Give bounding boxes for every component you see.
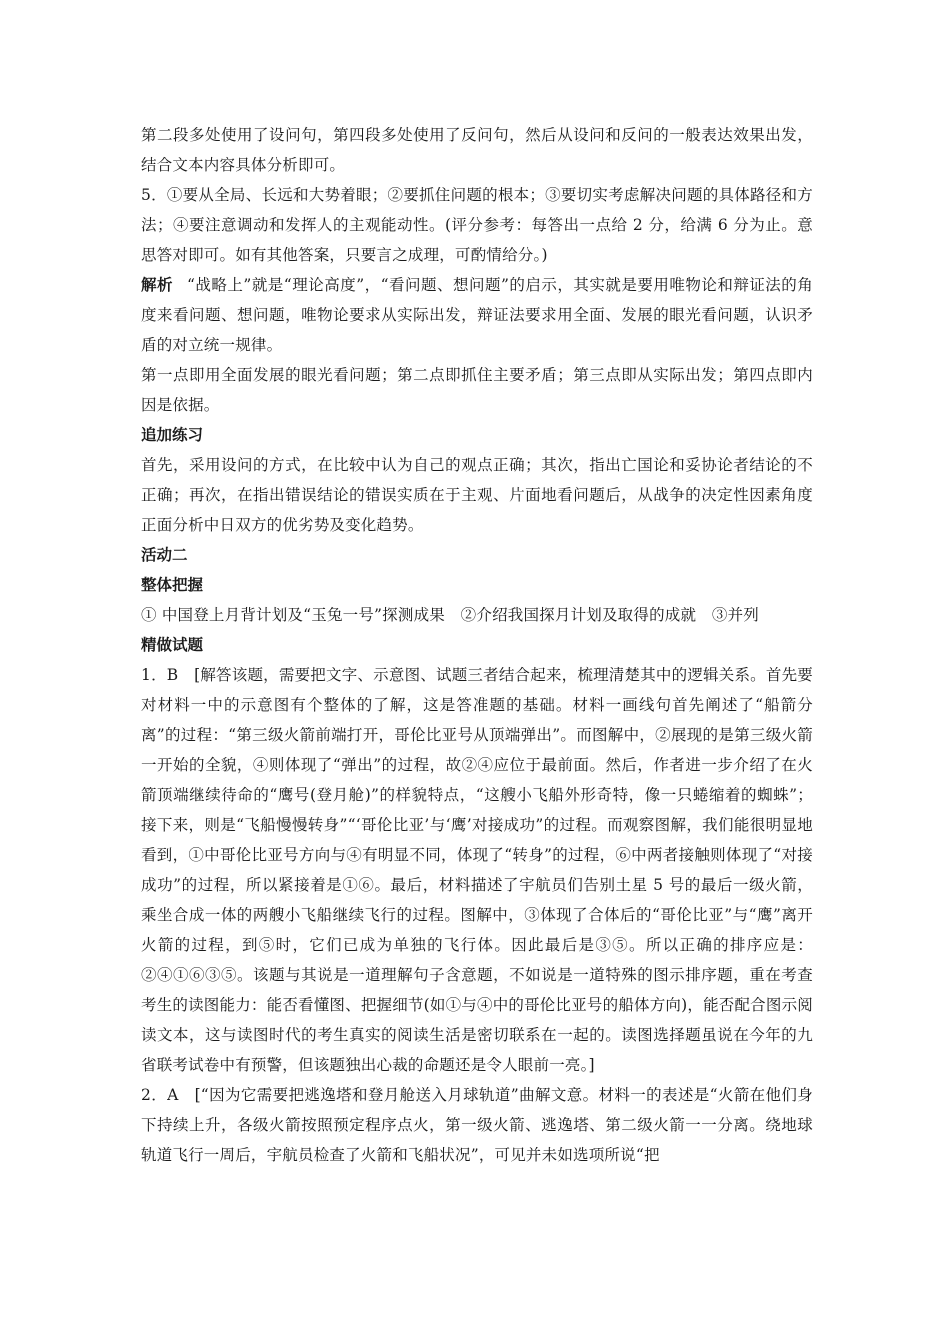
extra-practice-text: 首先，采用设问的方式，在比较中认为自己的观点正确；其次，指出亡国论和妥协论者结论的不正确；再次，在指出错误结论的错误实质在于主观、片面地看问题后，从战争的决定性因素角度正面分析中日双方的优劣势及变化趋势。: [141, 456, 813, 534]
heading-extra-practice: 追加练习: [141, 426, 204, 444]
heading-practice-questions: 精做试题: [141, 636, 204, 654]
analysis-text: “战略上”就是“理论高度”，“看问题、想问题”的启示，其实就是要用唯物论和辩证法的角度来看问题、想问题，唯物论要求从实际出发，辩证法要求用全面、发展的眼光看问题，认识矛盾的对立统一规律。: [141, 276, 813, 354]
answer-q2: 2．A [“因为它需要把逃逸塔和登月舱送入月球轨道”曲解文意。材料一的表述是“火箭在他们身下持续上升，各级火箭按照预定程序点火，第一级火箭、逃逸塔、第二级火箭一一分离。绕地球轨道飞行一周后，宇航员检查了火箭和飞船状况”，可见并未如选项所说“把: [141, 1086, 813, 1164]
analysis-label: 解析: [141, 276, 173, 294]
analysis-points: 第一点即用全面发展的眼光看问题；第二点即抓住主要矛盾；第三点即从实际出发；第四点即内因是依据。: [141, 366, 813, 414]
document-page: [141, 120, 813, 1170]
heading-activity-two: 活动二: [141, 546, 188, 564]
analysis-paragraph: [141, 270, 813, 360]
answer-q1: 1．B [解答该题，需要把文字、示意图、试题三者结合起来，梳理清楚其中的逻辑关系。首先要对材料一中的示意图有个整体的了解，这是答准题的基础。材料一画线句首先阐述了“船箭分离”的过程：“第三级火箭前端打开，哥伦比亚号从顶端弹出”。而图解中，②展现的是第三级火箭一开始的全貌，④则体现了“弹出”的过程，故②④应位于最前面。然后，作者进一步介绍了在火箭顶端继续待命的“鹰号(登月舱)”的样貌特点，“这艘小飞船外形奇特，像一只蜷缩着的蜘蛛”；接下来，则是“飞船慢慢转身”“‘哥伦比亚’与‘鹰’对接成功”的过程。而观察图解，我们能很明显地看到，①中哥伦比亚号方向与④有明显不同，体现了“转身”的过程，⑥中两者接触则体现了“对接成功”的过程，所以紧接着是①⑥。最后，材料描述了宇航员们告别土星 5 号的最后一级火箭，乘坐合成一体的两艘小飞船继续飞行的过程。图解中，③体现了合体后的“哥伦比亚”与“鹰”离开火箭的过程，到⑤时，它们已成为单独的飞行体。因此最后是③⑤。所以正确的排序应是：②④①⑥③⑤。该题与其说是一道理解句子含意题，不如说是一道特殊的图示排序题，重在考查考生的读图能力：能否看懂图、把握细节(如①与④中的哥伦比亚号的船体方向)，能否配合图示阅读文本，这与读图时代的考生真实的阅读生活是密切联系在一起的。读图选择题虽说在今年的九省联考试卷中有预警，但该题独出心裁的命题还是令人眼前一亮。]: [141, 666, 813, 1074]
answer-5: 5．①要从全局、长远和大势着眼；②要抓住问题的根本；③要切实考虑解决问题的具体路径和方法；④要注意调动和发挥人的主观能动性。(评分参考：每答出一点给 2 分，给满 6 分为止。意思答对即可。如有其他答案，只要言之成理，可酌情给分。): [141, 186, 813, 264]
heading-overall-grasp: 整体把握: [141, 576, 204, 594]
paragraph-analysis-tail: 第二段多处使用了设问句，第四段多处使用了反问句，然后从设问和反问的一般表达效果出发，结合文本内容具体分析即可。: [141, 126, 813, 174]
overall-grasp-text: ① 中国登上月背计划及“玉兔一号”探测成果 ②介绍我国探月计划及取得的成就 ③并列: [141, 606, 759, 624]
